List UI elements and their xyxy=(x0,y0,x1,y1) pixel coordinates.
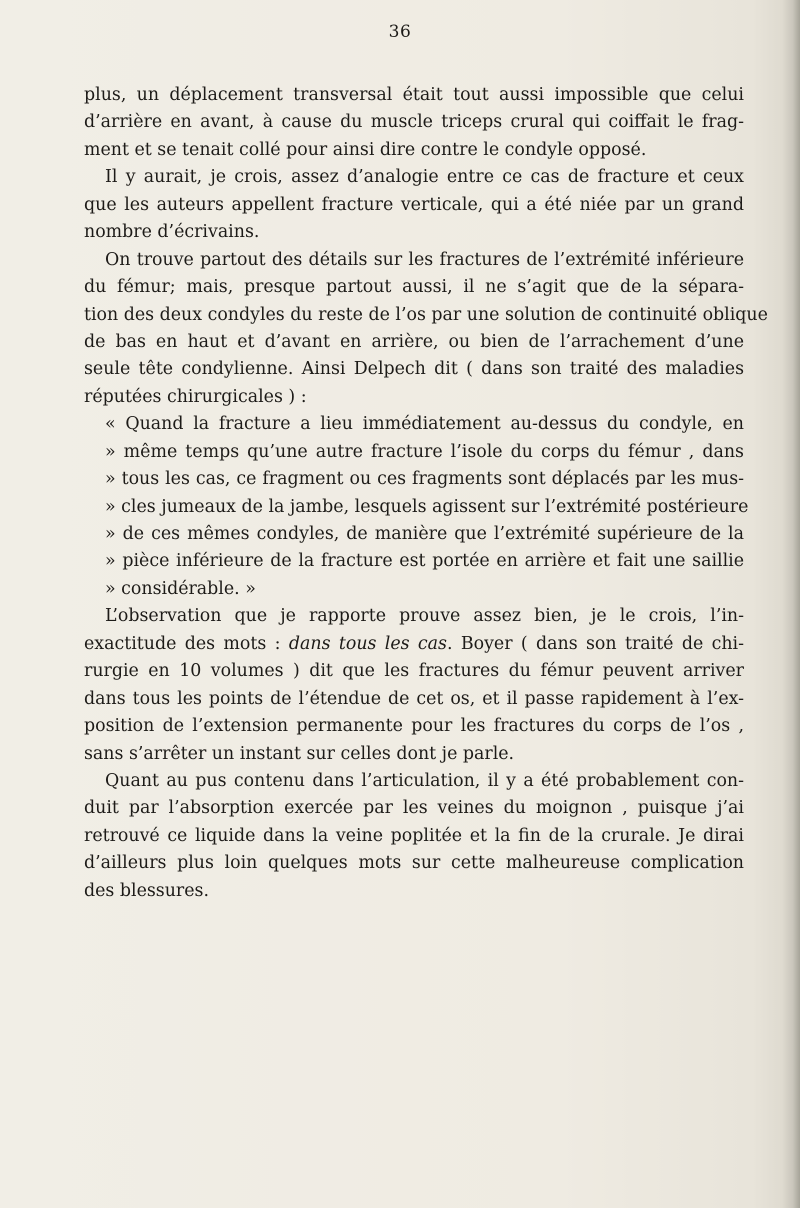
text-line: ment et se tenait collé pour ainsi dire contre le condyle opposé. xyxy=(84,139,647,160)
text-line: On trouve partout des détails sur les fractures de l’extrémité inférieure xyxy=(105,249,744,270)
text-line: que les auteurs appellent fracture verticale, qui a été niée par un grand xyxy=(84,194,744,215)
italic-phrase: dans tous les cas xyxy=(288,633,447,654)
text-line: plus, un déplacement transversal était tout aussi impossible que celui xyxy=(84,85,744,105)
page-number: 36 xyxy=(388,22,412,42)
text-line: Il y aurait, je crois, assez d’analogie entre ce cas de fracture et ceux xyxy=(105,167,744,188)
text-line: réputées chirurgicales ) : xyxy=(84,386,307,407)
text-line: des blessures. xyxy=(84,880,209,901)
text-line: retrouvé ce liquide dans la veine poplitée et la fin de la crurale. Je dirai xyxy=(84,825,744,846)
text-line: de bas en haut et d’avant en arrière, ou bien de l’arrachement d’une xyxy=(84,331,744,352)
quote-line: » considérable. » xyxy=(105,578,256,599)
text-line: tion des deux condyles du reste de l’os par une solution de continuité oblique xyxy=(84,304,768,325)
quote-line: » pièce inférieure de la fracture est portée en arrière et fait une saillie xyxy=(105,551,744,572)
quote-line: « Quand la fracture a lieu immédiatement au-dessus du condyle, en xyxy=(105,414,744,435)
quote-line: » tous les cas, ce fragment ou ces fragments sont déplacés par les mus- xyxy=(105,469,744,490)
text-line: position de l’extension permanente pour les fractures du corps de l’os , xyxy=(84,716,744,737)
text-line: nombre d’écrivains. xyxy=(84,222,260,243)
text-line: d’ailleurs plus loin quelques mots sur cette malheureuse complication xyxy=(84,853,744,874)
text-line: duit par l’absorption exercée par les veines du moignon , puisque j’ai xyxy=(84,798,744,819)
text-segment: exactitude des mots : xyxy=(84,633,289,654)
text-line: rurgie en 10 volumes ) dit que les fractures du fémur peuvent arriver xyxy=(84,661,744,682)
body-text xyxy=(84,82,768,905)
quote-line: » de ces mêmes condyles, de manière que l’extrémité supérieure de la xyxy=(105,524,744,544)
text-segment: . Boyer ( dans son traité de chi- xyxy=(446,633,744,654)
text-line: Quant au pus contenu dans l’articulation, il y a été probablement con- xyxy=(105,770,744,791)
quote-line: » même temps qu’une autre fracture l’isole du corps du fémur , dans xyxy=(105,441,744,462)
page-edge-shadow xyxy=(782,0,800,1208)
text-line: seule tête condylienne. Ainsi Delpech dit ( dans son traité des maladies xyxy=(84,359,744,380)
text-line: L’observation que je rapporte prouve assez bien, je le crois, l’in- xyxy=(105,606,744,627)
text-line: d’arrière en avant, à cause du muscle triceps crural qui coiffait le frag- xyxy=(84,112,744,133)
text-line: sans s’arrêter un instant sur celles dont je parle. xyxy=(84,743,515,764)
text-line: du fémur; mais, presque partout aussi, il ne s’agit que de la sépara- xyxy=(84,277,744,298)
text-line: dans tous les points de l’étendue de cet os, et il passe rapidement à l’ex- xyxy=(84,688,744,709)
text-line xyxy=(84,631,744,658)
quote-line: » cles jumeaux de la jambe, lesquels agissent sur l’extrémité postérieure xyxy=(105,496,749,517)
